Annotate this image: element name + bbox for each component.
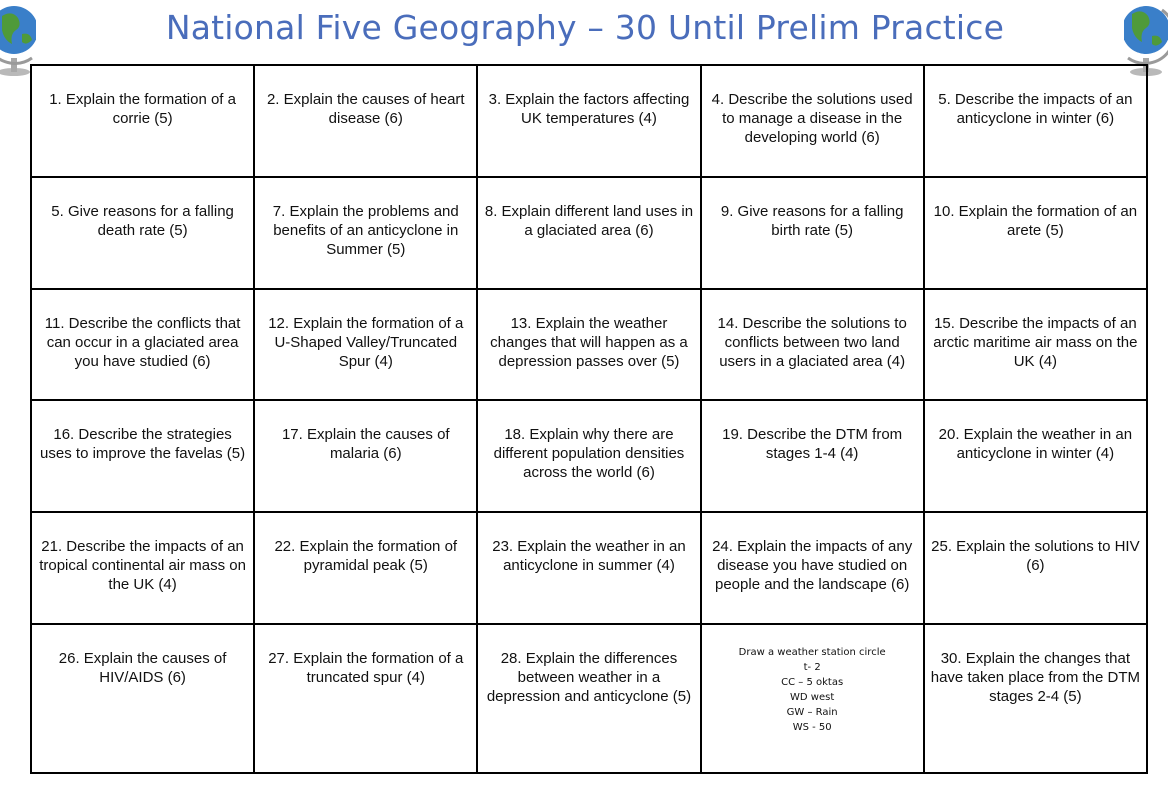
question-cell: 2. Explain the causes of heart disease (6) — [254, 65, 477, 177]
question-cell: 18. Explain why there are different population densities across the world (6) — [477, 400, 700, 512]
question-cell: 3. Explain the factors affecting UK temperatures (4) — [477, 65, 700, 177]
grid-row — [31, 177, 1147, 289]
question-cell: 4. Describe the solutions used to manage a disease in the developing world (6) — [701, 65, 924, 177]
weather-station-line: CC – 5 oktas — [781, 676, 844, 688]
page-title: National Five Geography – 30 Until Prelim Practice — [165, 8, 1005, 47]
question-cell: 8. Explain different land uses in a glaciated area (6) — [477, 177, 700, 289]
question-cell: 17. Explain the causes of malaria (6) — [254, 400, 477, 512]
question-cell: 9. Give reasons for a falling birth rate (5) — [701, 177, 924, 289]
question-cell: 13. Explain the weather changes that will happen as a depression passes over (5) — [477, 289, 700, 401]
question-cell: 26. Explain the causes of HIV/AIDS (6) — [31, 624, 254, 773]
question-cell: 11. Describe the conflicts that can occur in a glaciated area you have studied (6) — [31, 289, 254, 401]
question-cell: 15. Describe the impacts of an arctic maritime air mass on the UK (4) — [924, 289, 1147, 401]
question-cell: 30. Explain the changes that have taken place from the DTM stages 2-4 (5) — [924, 624, 1147, 773]
grid-row — [31, 65, 1147, 177]
question-cell: 1. Explain the formation of a corrie (5) — [31, 65, 254, 177]
weather-station-line: GW – Rain — [786, 706, 838, 718]
grid-row — [31, 400, 1147, 512]
question-cell: 28. Explain the differences between weather in a depression and anticyclone (5) — [477, 624, 700, 773]
question-cell: 7. Explain the problems and benefits of an anticyclone in Summer (5) — [254, 177, 477, 289]
weather-station-line: Draw a weather station circle — [738, 646, 886, 658]
question-cell: 27. Explain the formation of a truncated spur (4) — [254, 624, 477, 773]
question-cell: 5. Describe the impacts of an anticyclone in winter (6) — [924, 65, 1147, 177]
question-cell: 20. Explain the weather in an anticyclone in winter (4) — [924, 400, 1147, 512]
question-cell: 14. Describe the solutions to conflicts between two land users in a glaciated area (4) — [701, 289, 924, 401]
question-cell: 25. Explain the solutions to HIV (6) — [924, 512, 1147, 624]
question-cell: 5. Give reasons for a falling death rate (5) — [31, 177, 254, 289]
grid-row — [31, 624, 1147, 773]
question-cell: 12. Explain the formation of a U-Shaped Valley/Truncated Spur (4) — [254, 289, 477, 401]
weather-station-cell — [701, 624, 924, 773]
question-cell: 24. Explain the impacts of any disease you have studied on people and the landscape (6) — [701, 512, 924, 624]
grid-row — [31, 289, 1147, 401]
grid-row — [31, 512, 1147, 624]
weather-station-line: WS - 50 — [792, 721, 832, 733]
question-grid — [30, 64, 1148, 774]
question-cell: 21. Describe the impacts of an tropical continental air mass on the UK (4) — [31, 512, 254, 624]
question-cell: 16. Describe the strategies uses to improve the favelas (5) — [31, 400, 254, 512]
question-cell: 19. Describe the DTM from stages 1-4 (4) — [701, 400, 924, 512]
question-cell: 10. Explain the formation of an arete (5) — [924, 177, 1147, 289]
question-cell: 23. Explain the weather in an anticyclone in summer (4) — [477, 512, 700, 624]
weather-station-line: t- 2 — [803, 661, 821, 673]
weather-station-line: WD west — [790, 691, 835, 703]
question-cell: 22. Explain the formation of pyramidal peak (5) — [254, 512, 477, 624]
